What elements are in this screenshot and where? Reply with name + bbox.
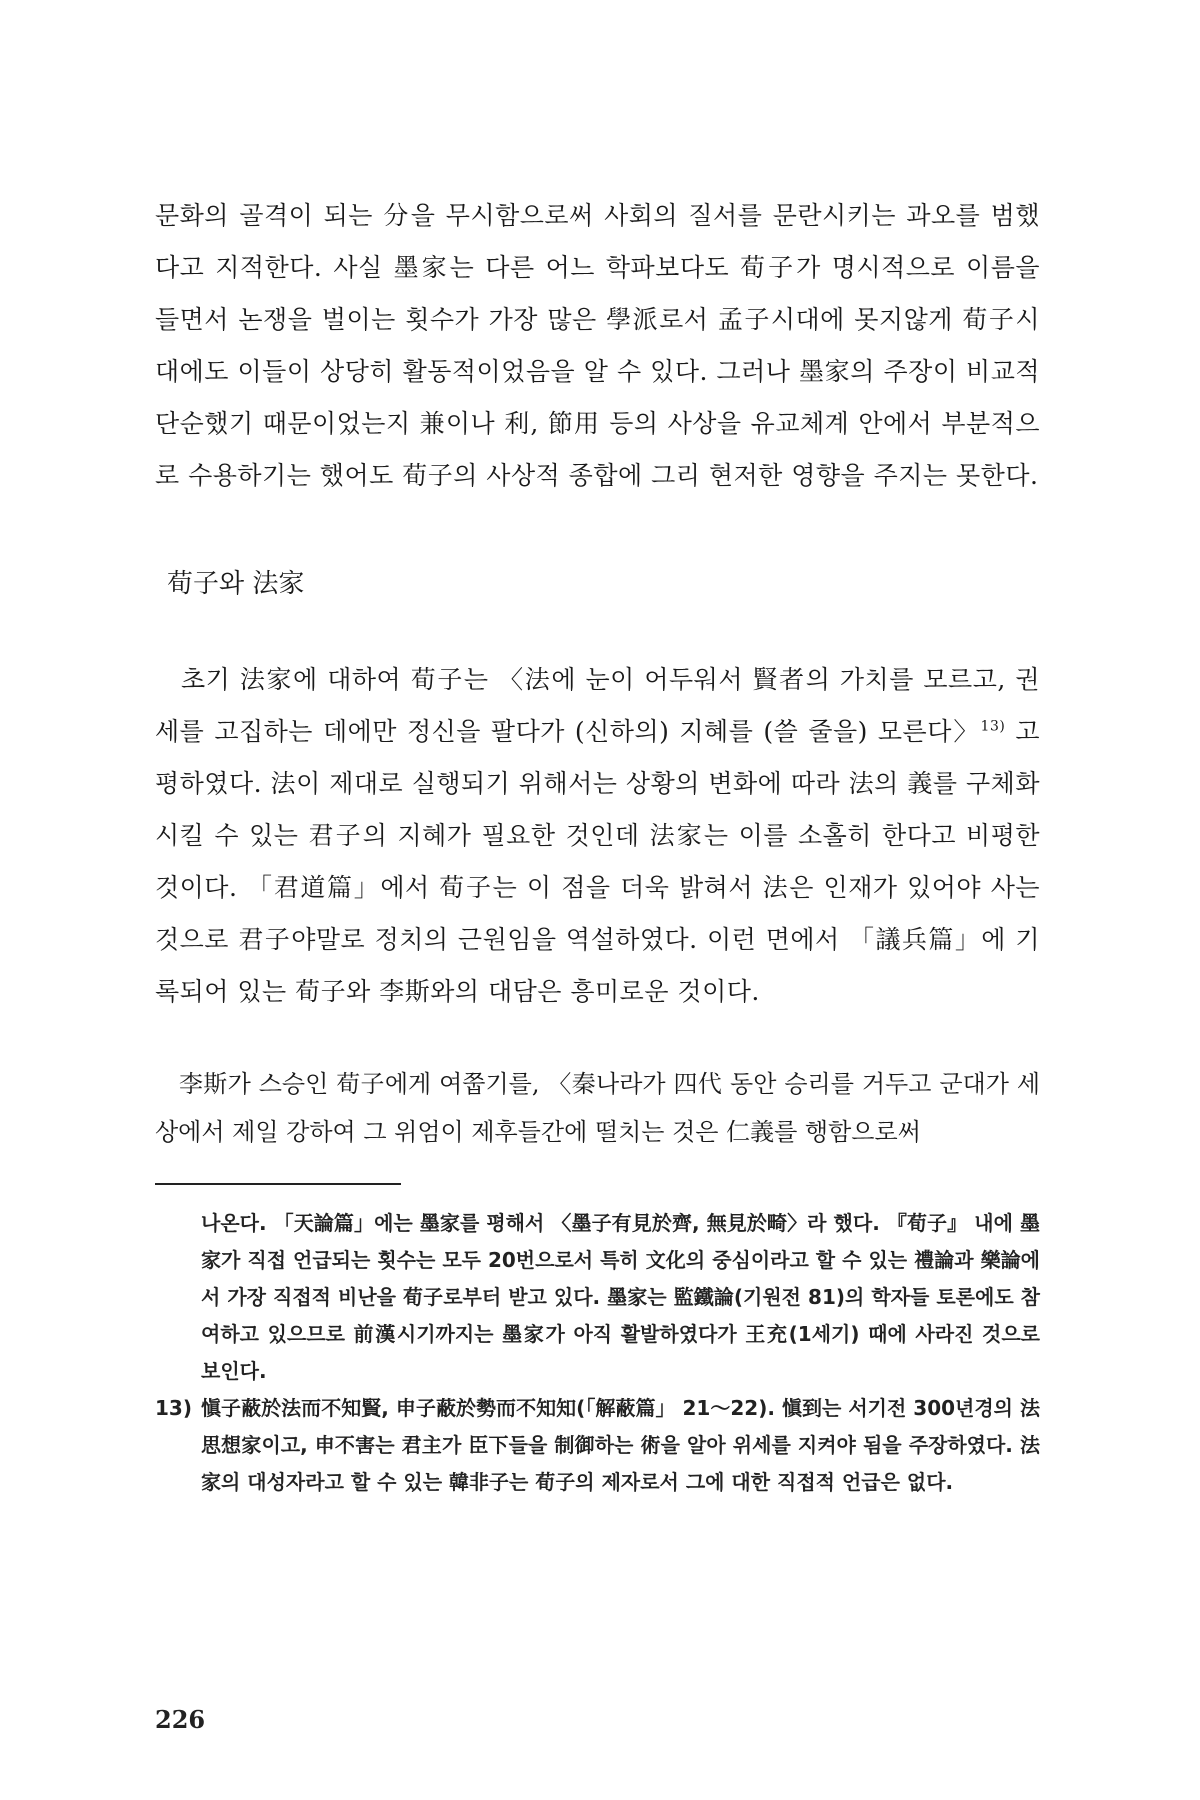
footnote-reference-13[interactable]: 13) xyxy=(980,718,1006,735)
body-paragraph-1: 문화의 골격이 되는 分을 무시함으로써 사회의 질서를 문란시키는 과오를 범했다고 지적한다. 사실 墨家는 다른 어느 학파보다도 荀子가 명시적으로 이름을 들면서 논쟁을 벌이는 횟수가 가장 많은 學派로서 孟子시대에 못지않게 荀子시대에도 이들이 상당히 활동적이었음을 알 수 있다. 그러나 墨家의 주장이 비교적 단순했기 때문이었는지 兼이나 利, 節用 등의 사상을 유교체계 안에서 부분적으로 수용하기는 했어도 荀子의 사상적 종합에 그리 현저한 영향을 주지는 못한다. xyxy=(155,201,1040,490)
paragraph-2-text-a: 초기 法家에 대하여 荀子는 〈法에 눈이 어두워서 賢者의 가치를 모르고, 권세를 고집하는 데에만 정신을 팔다가 (신하의) 지혜를 (쓸 줄을) 모른다〉 xyxy=(155,665,1040,746)
footnotes xyxy=(155,1205,1040,1501)
paragraph-2-text-b: 고 평하였다. 法이 제대로 실행되기 위해서는 상황의 변화에 따라 法의 義를 구체화시킬 수 있는 君子의 지혜가 필요한 것인데 法家는 이를 소홀히 한다고 비평한 것이다. 「君道篇」에서 荀子는 이 점을 더욱 밝혀서 法은 인재가 있어야 사는 것으로 君子야말로 정치의 근원임을 역설하였다. 이런 면에서 「議兵篇」에 기록되어 있는 荀子와 李斯와의 대담은 흥미로운 것이다. xyxy=(155,717,1041,1006)
body-paragraph-3: 李斯가 스승인 荀子에게 여쭙기를, 〈秦나라가 四代 동안 승리를 거두고 군대가 세상에서 제일 강하여 그 위엄이 제후들간에 떨치는 것은 仁義를 행함으로써 xyxy=(155,1070,1040,1146)
section-heading: 荀子와 法家 xyxy=(167,569,305,599)
footnote-continuation: 나온다. 「天論篇」에는 墨家를 평해서 〈墨子有見於齊, 無見於畸〉라 했다. 『荀子』 내에 墨家가 직접 언급되는 횟수는 모두 20번으로서 특히 文化의 중심이라고 할 수 있는 禮論과 樂論에서 가장 직접적 비난을 荀子로부터 받고 있다. 墨家는 監鐵論(기원전 81)의 학자들 토론에도 참여하고 있으므로 前漢시기까지는 墨家가 아직 활발하였다가 王充(1세기) 때에 사라진 것으로 보인다. xyxy=(201,1211,1040,1383)
body-paragraph-2 xyxy=(155,654,1040,1018)
page-body xyxy=(155,190,1040,1180)
footnote-13 xyxy=(155,1390,1040,1501)
footnote-13-text: 愼子蔽於法而不知賢, 申子蔽於勢而不知知(「解蔽篇」 21～22). 愼到는 서기전 300년경의 法思想家이고, 申不害는 君主가 臣下들을 制御하는 術을 알아 위세를 지켜야 됨을 주장하였다. 法家의 대성자라고 할 수 있는 韓非子는 荀子의 제자로서 그에 대한 직접적 언급은 없다. xyxy=(201,1396,1040,1494)
page-number: 226 xyxy=(155,1705,206,1734)
footnote-separator xyxy=(155,1183,401,1185)
footnote-13-number: 13) xyxy=(155,1396,192,1420)
